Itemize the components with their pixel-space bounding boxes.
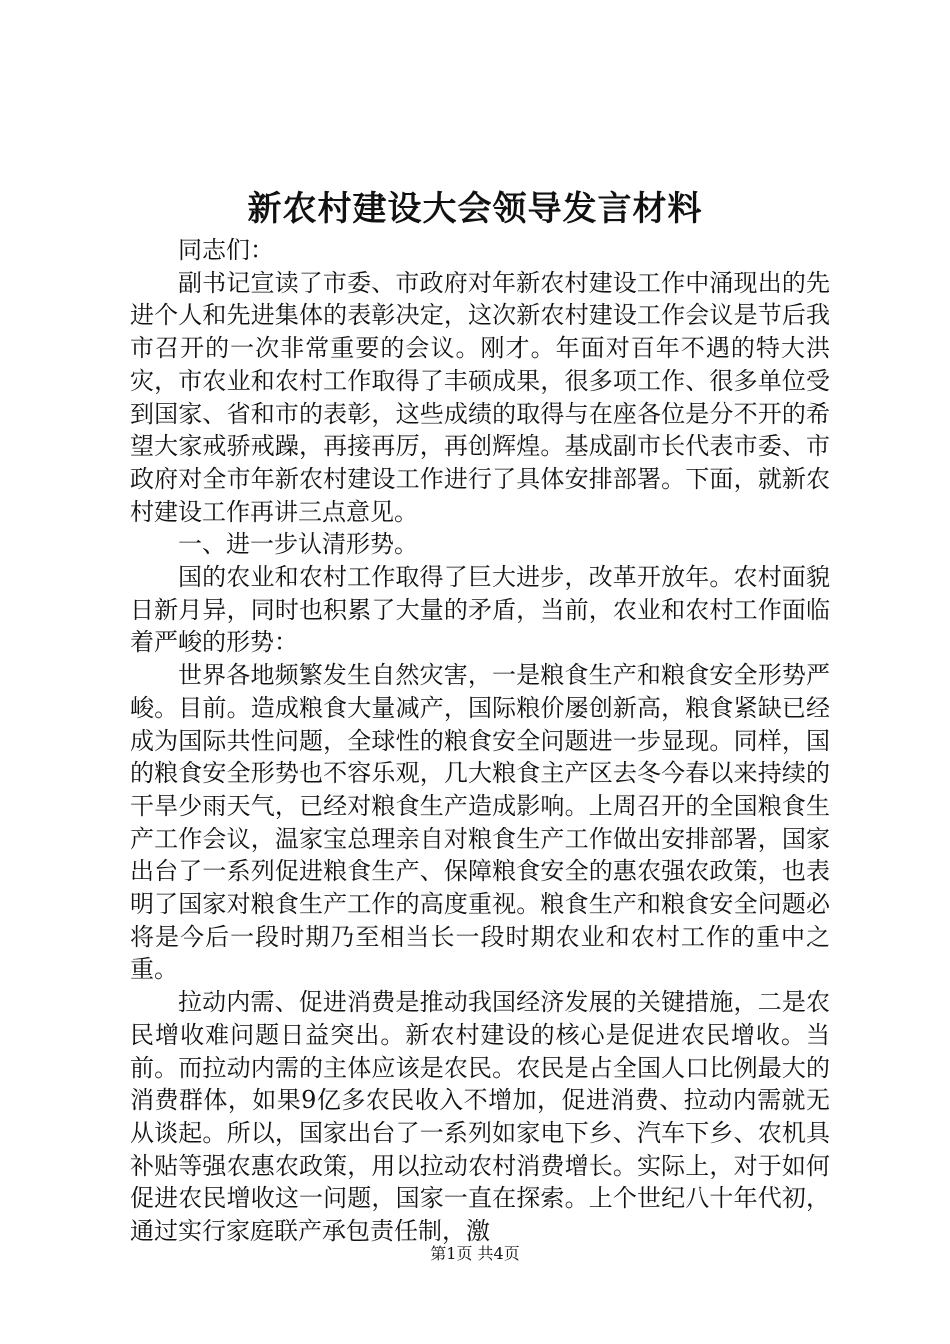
page-number: 第1页 共4页	[430, 1244, 520, 1263]
document-title: 新农村建设大会领导发言材料	[247, 189, 703, 229]
salutation: 同志们：	[178, 236, 274, 264]
paragraph: 副书记宣读了市委、市政府对年新农村建设工作中涌现出的先进个人和先进集体的表彰决定，这次新农村建设工作会议是节后我市召开的一次非常重要的会议。刚才。年面对百年不遇的特大洪灾，市农业和农村工作取得了丰硕成果，很多项工作、很多单位受到国家、省和市的表彰，这些成绩的取得与在座各位是分不开的希望大家戒骄戒躁，再接再厉，再创辉煌。基成副市长代表市委、市政府对全市年新农村建设工作进行了具体安排部署。下面，就新农村建设工作再讲三点意见。	[130, 268, 830, 526]
document-body	[130, 234, 830, 1248]
paragraph: 世界各地频繁发生自然灾害，一是粮食生产和粮食安全形势严峻。目前。造成粮食大量减产，国际粮价屡创新高，粮食紧缺已经成为国际共性问题，全球性的粮食安全问题进一步显现。同样，国的粮食安全形势也不容乐观，几大粮食主产区去冬今春以来持续的干旱少雨天气，已经对粮食生产造成影响。上周召开的全国粮食生产工作会议，温家宝总理亲自对粮食生产工作做出安排部署，国家出台了一系列促进粮食生产、保障粮食安全的惠农强农政策，也表明了国家对粮食生产工作的高度重视。粮食生产和粮食安全问题必将是今后一段时期乃至相当长一段时期农业和农村工作的重中之重。	[130, 661, 830, 984]
paragraph: 国的农业和农村工作取得了巨大进步，改革开放年。农村面貌日新月异，同时也积累了大量的矛盾，当前，农业和农村工作面临着严峻的形势：	[130, 563, 830, 657]
section-heading: 一、进一步认清形势。	[178, 530, 418, 559]
paragraph: 拉动内需、促进消费是推动我国经济发展的关键措施，二是农民增收难问题日益突出。新农村建设的核心是促进农民增收。当前。而拉动内需的主体应该是农民。农民是占全国人口比例最大的消费群体，如果9亿多农民收入不增加，促进消费、拉动内需就无从谈起。所以，国家出台了一系列如家电下乡、汽车下乡、农机具补贴等强农惠农政策，用以拉动农村消费增长。实际上，对于如何促进农民增收这一问题，国家一直在探索。上个世纪八十年代初，通过实行家庭联产承包责任制，激	[130, 988, 830, 1246]
